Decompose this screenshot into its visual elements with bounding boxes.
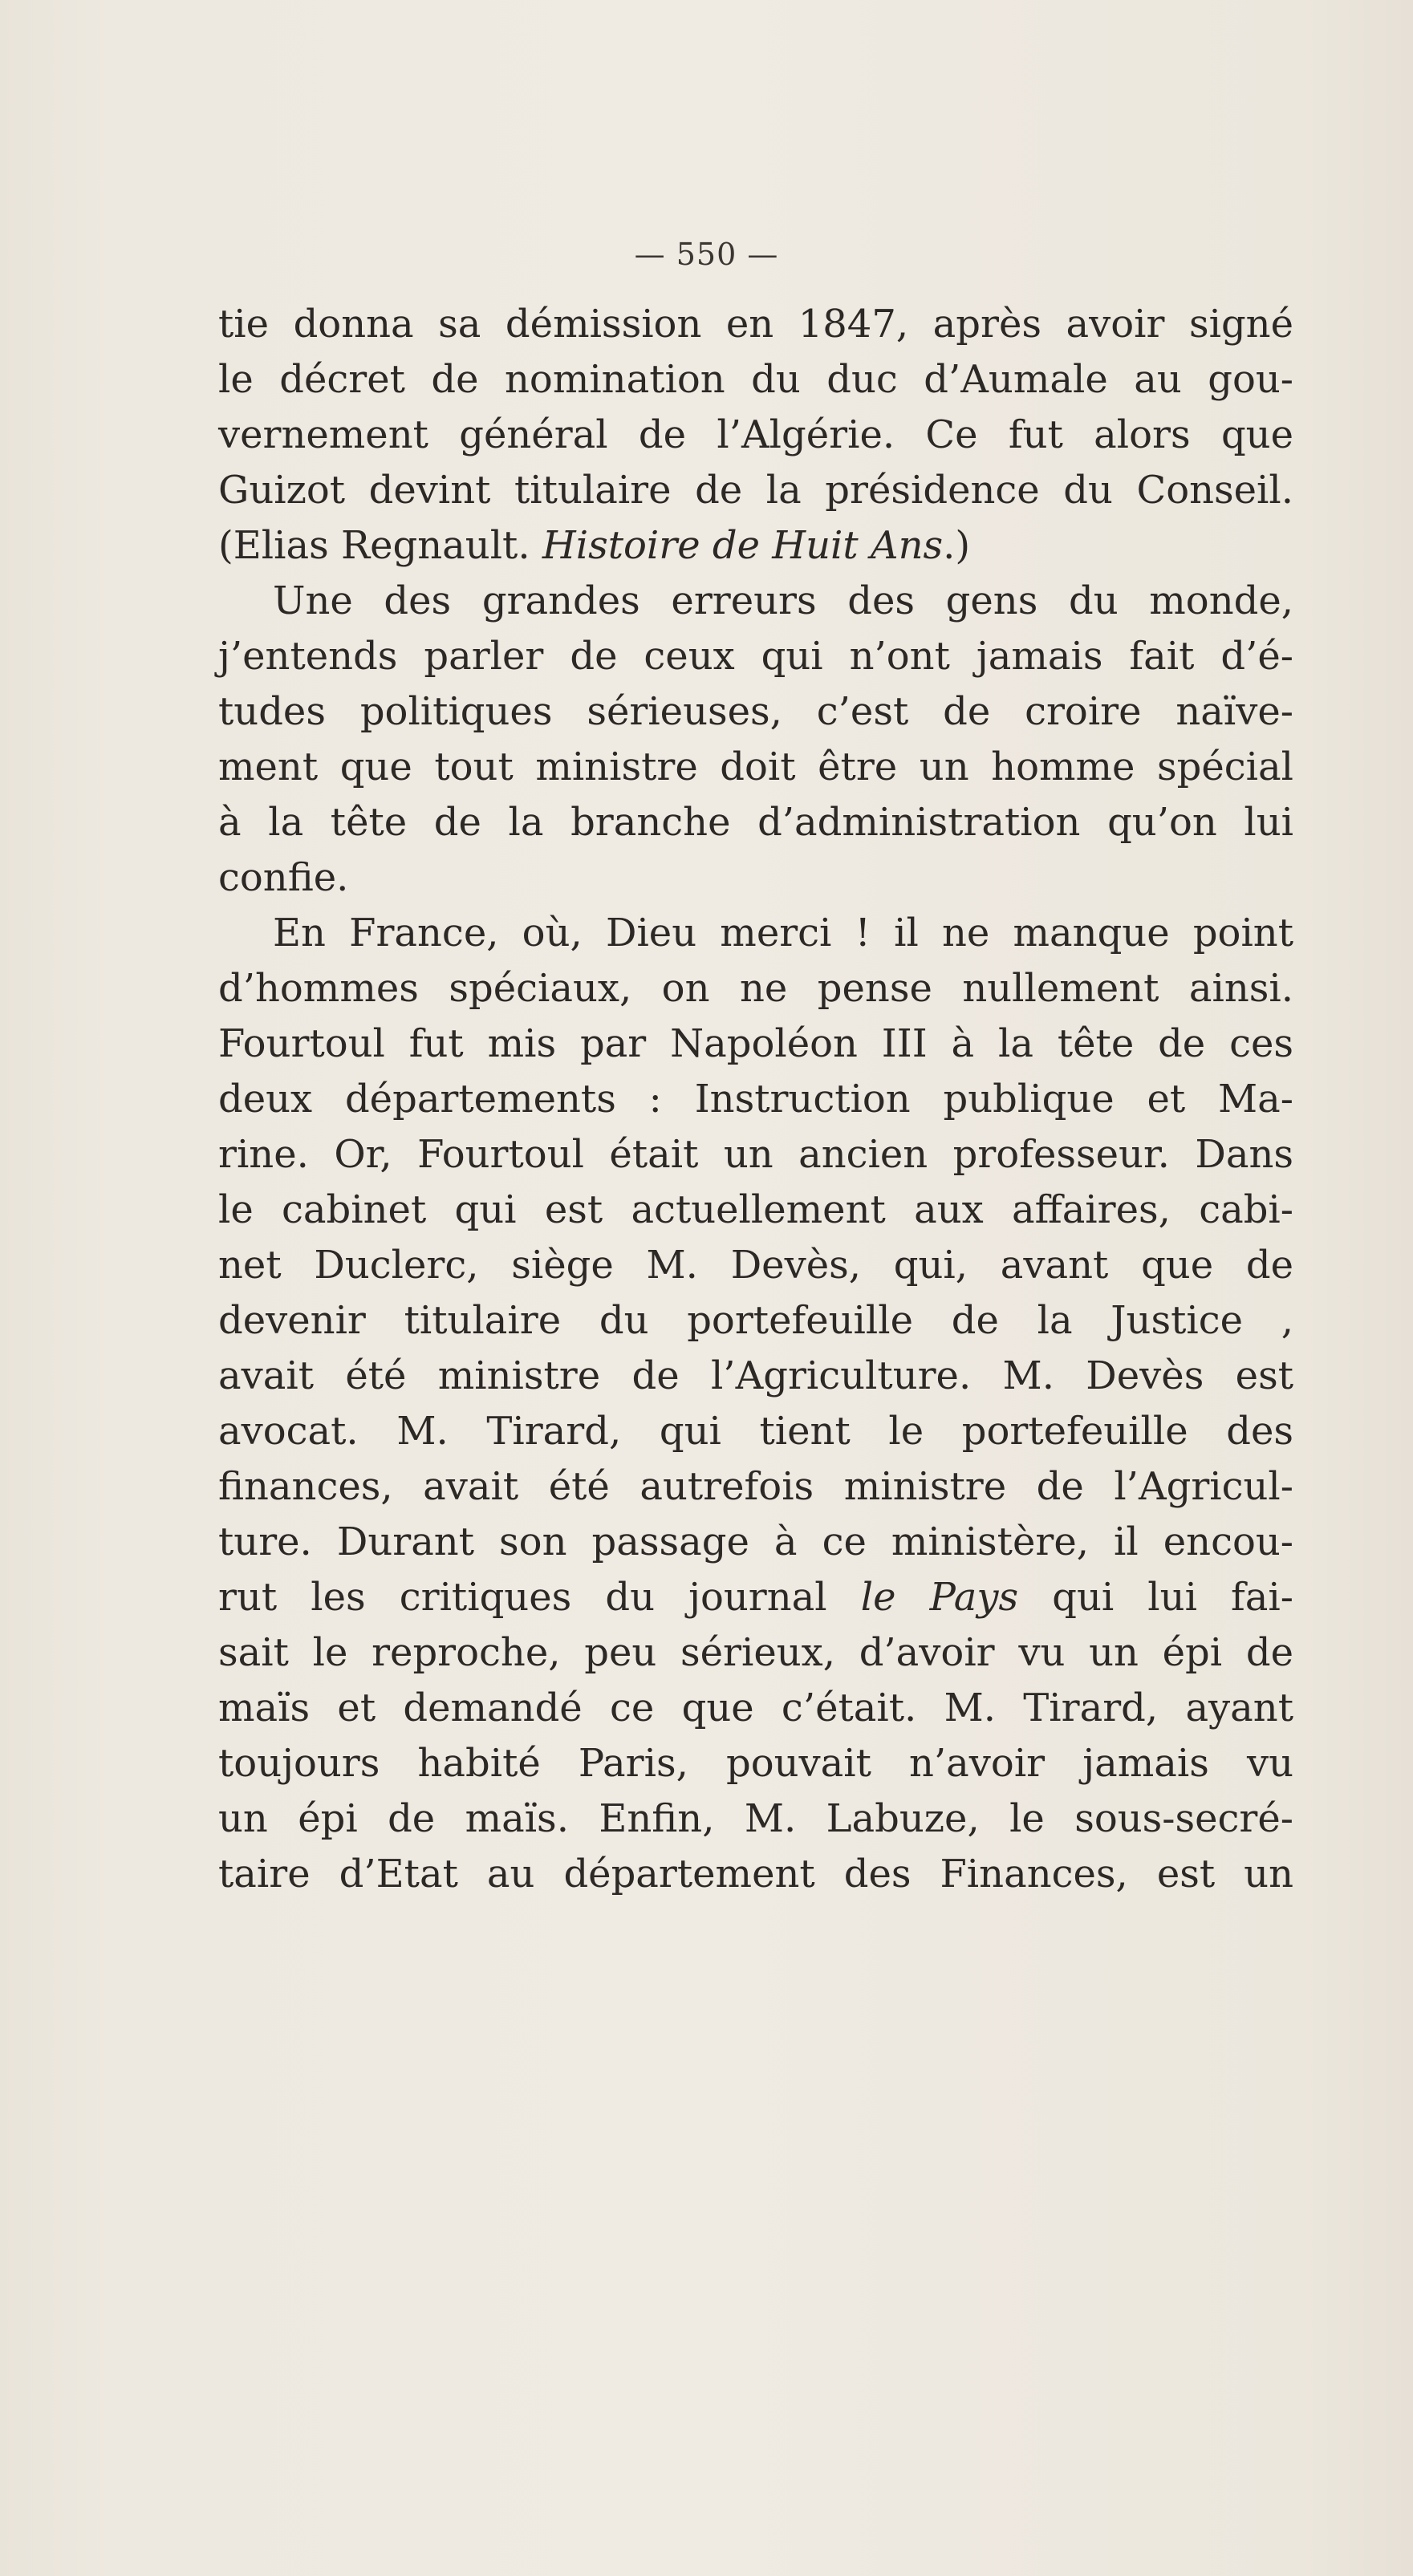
text-line: devenir titulaire du portefeuille de la Justice ,: [218, 1298, 1293, 1343]
text-line: tie donna sa démission en 1847, après avoir signé: [218, 302, 1293, 347]
journal-title: le Pays: [860, 1575, 1019, 1620]
text-line: Fourtoul fut mis par Napoléon III à la tête de ces: [218, 1021, 1293, 1066]
citation-book-title: Histoire de Huit Ans: [542, 523, 944, 568]
text-line: avait été ministre de l’Agriculture. M. Devès est: [218, 1353, 1293, 1398]
citation-suffix: .): [943, 523, 971, 568]
text-line: un épi de maïs. Enfin, M. Labuze, le sous-secré-: [218, 1796, 1293, 1841]
text-line: d’hommes spéciaux, on ne pense nullement ainsi.: [218, 966, 1293, 1011]
text-line: ture. Durant son passage à ce ministère, il encou-: [218, 1519, 1293, 1564]
paragraph-start-line: En France, où, Dieu merci ! il ne manque point: [273, 911, 1293, 955]
text-line: taire d’Etat au département des Finances, est un: [218, 1852, 1293, 1897]
journal-suffix: qui lui fai-: [1018, 1575, 1293, 1620]
citation-prefix: (Elias Regnault.: [218, 523, 542, 568]
text-line: deux départements : Instruction publique et Ma-: [218, 1077, 1293, 1122]
journal-prefix: rut les critiques du journal: [218, 1575, 861, 1620]
text-line: sait le reproche, peu sérieux, d’avoir vu un épi de: [218, 1630, 1293, 1675]
journal-line: [218, 1570, 1293, 1625]
text-line: toujours habité Paris, pouvait n’avoir jamais vu: [218, 1741, 1293, 1786]
text-line: tudes politiques sérieuses, c’est de croire naïve-: [218, 689, 1293, 734]
text-line: finances, avait été autrefois ministre de l’Agricul-: [218, 1464, 1293, 1509]
text-line: rine. Or, Fourtoul était un ancien professeur. Dans: [218, 1132, 1293, 1177]
text-line: avocat. M. Tirard, qui tient le portefeuille des: [218, 1409, 1293, 1454]
text-line: confie.: [218, 855, 349, 900]
text-line: vernement général de l’Algérie. Ce fut alors que: [218, 412, 1293, 457]
text-line: le cabinet qui est actuellement aux affaires, cabi-: [218, 1187, 1293, 1232]
citation-line: [218, 518, 1293, 574]
paragraph-start-line: Une des grandes erreurs des gens du monde,: [273, 578, 1293, 623]
text-line: ment que tout ministre doit être un homme spécial: [218, 744, 1293, 789]
page-number: — 550 —: [634, 237, 779, 272]
text-line: j’entends parler de ceux qui n’ont jamais fait d’é-: [218, 634, 1293, 679]
text-line: net Duclerc, siège M. Devès, qui, avant que de: [218, 1243, 1293, 1288]
text-line: maïs et demandé ce que c’était. M. Tirard, ayant: [218, 1686, 1293, 1730]
text-line: le décret de nomination du duc d’Aumale au gou-: [218, 357, 1293, 402]
text-line: à la tête de la branche d’administration qu’on lui: [218, 800, 1293, 845]
body-text: [218, 297, 1293, 1902]
text-line: Guizot devint titulaire de la présidence du Conseil.: [218, 468, 1293, 513]
